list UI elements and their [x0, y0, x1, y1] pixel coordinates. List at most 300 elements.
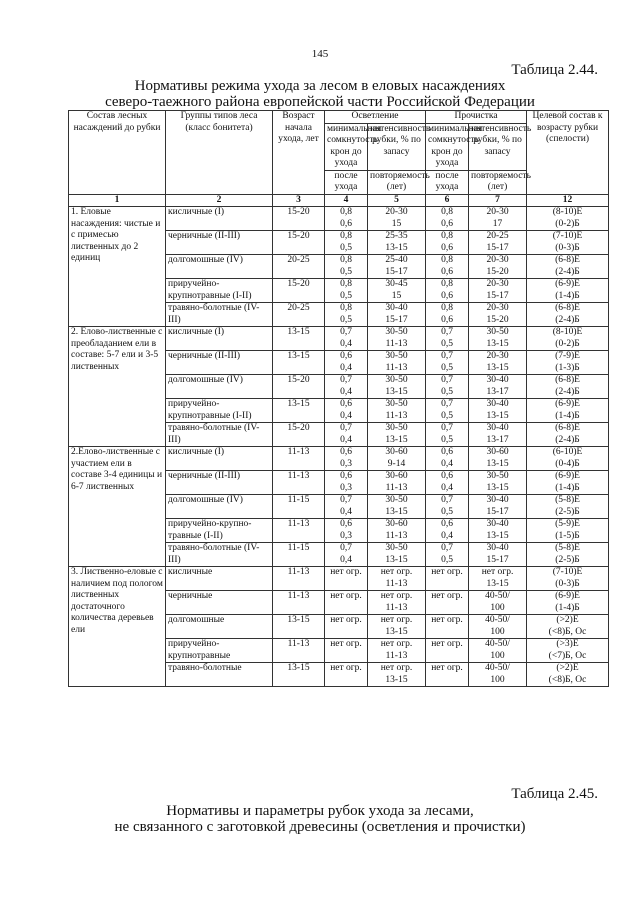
table-row	[69, 567, 609, 591]
header-after: после ухода	[426, 170, 469, 194]
cell-value: 0,3	[340, 530, 352, 541]
value-cell-c6	[426, 447, 469, 471]
cell-value: 30-60	[486, 447, 509, 457]
cell-value: (6-8)Е	[555, 423, 580, 433]
cell-value: 0,5	[441, 506, 453, 517]
cell-value: 15-17	[486, 242, 509, 253]
value-cell-c4	[325, 207, 368, 231]
age-cell: 15-20	[273, 375, 325, 399]
col-number: 7	[469, 194, 527, 207]
value-cell-c7	[469, 495, 527, 519]
cell-value: 30-50	[486, 327, 509, 337]
cell-value: 20-30	[486, 207, 509, 217]
cell-value: (2-4)Б	[555, 266, 580, 277]
value-cell-c12	[527, 375, 609, 399]
cell-value: (>2)Е	[556, 663, 579, 673]
col-number: 1	[69, 194, 166, 207]
cell-value: 0,5	[441, 434, 453, 445]
value-cell-c5	[368, 375, 426, 399]
cell-value: (2-5)Б	[555, 554, 580, 565]
forest-type-cell: травяно-болотные (IV-III)	[166, 303, 273, 327]
cell-value: (6-9)Е	[555, 279, 580, 289]
value-cell-c5	[368, 591, 426, 615]
cell-value: 30-50	[486, 471, 509, 481]
cell-value: 0,6	[441, 519, 453, 529]
age-cell: 13-15	[273, 351, 325, 375]
cell-value: 0,5	[340, 242, 352, 253]
header-start-age: Возраст начала ухода, лет	[273, 111, 325, 195]
value-cell-c12	[527, 447, 609, 471]
cell-value: 13-15	[385, 554, 408, 565]
cell-value: 40-50/	[485, 615, 510, 625]
forest-type-cell: черничные (II-III)	[166, 231, 273, 255]
cell-value: 100	[490, 674, 505, 685]
cell-value: (0-4)Б	[555, 458, 580, 469]
cell-value: (>2)Е	[556, 615, 579, 625]
value-cell-c12	[527, 399, 609, 423]
cell-value: 13-17	[486, 434, 509, 445]
forest-type-cell: кисличные (I)	[166, 327, 273, 351]
value-cell-c4	[325, 279, 368, 303]
cell-value: 11-13	[385, 578, 408, 589]
cell-value: нет огр.	[380, 639, 413, 649]
value-cell-c6	[426, 495, 469, 519]
cell-value: 13-15	[385, 506, 408, 517]
cell-value: (1-4)Б	[555, 482, 580, 493]
cell-value: (8-10)Е	[552, 327, 583, 337]
cell-value: (<8)Б, Ос	[548, 674, 587, 685]
value-cell-c7	[469, 639, 527, 663]
forest-type-cell: приручейно-крупнотравные (I-II)	[166, 279, 273, 303]
value-cell-c7	[469, 375, 527, 399]
value-cell-c5	[368, 663, 426, 687]
value-cell-c6	[426, 471, 469, 495]
value-cell-c4	[325, 351, 368, 375]
cell-value: 20-30	[486, 255, 509, 265]
cell-value: 13-15	[385, 434, 408, 445]
cell-value: 0,7	[340, 423, 352, 433]
composition-cell: 3. Лиственно-еловые с наличием под пологом лиственных достаточного количества деревьев ели	[69, 567, 166, 687]
value-cell-c12	[527, 279, 609, 303]
forest-type-cell: приручейно-крупнотравные (I-II)	[166, 399, 273, 423]
cell-value: 0,3	[340, 458, 352, 469]
cell-value: 0,7	[340, 375, 352, 385]
value-cell-c12	[527, 519, 609, 543]
value-cell-c7	[469, 255, 527, 279]
cell-value: 20-30	[486, 303, 509, 313]
forest-care-table	[68, 110, 609, 687]
table-title-line: северо-таежного района европейской части Российской Федерации	[105, 94, 535, 110]
cell-value: 0,4	[340, 434, 352, 445]
col-number: 6	[426, 194, 469, 207]
cell-value: 11-13	[385, 530, 408, 541]
forest-type-cell: травяно-болотные (IV-III)	[166, 543, 273, 567]
value-cell-c4	[325, 567, 368, 591]
value-cell-c4	[325, 663, 368, 687]
forest-type-cell: долгомошные	[166, 615, 273, 639]
value-cell-c6	[426, 399, 469, 423]
cell-value: 0,4	[340, 338, 352, 349]
forest-type-cell: кисличные (I)	[166, 447, 273, 471]
forest-type-cell: черничные	[166, 591, 273, 615]
cell-value: 0,6	[441, 471, 453, 481]
value-cell-c4	[325, 495, 368, 519]
composition-cell: 2. Елово-лиственные с преобладанием ели в составе: 5-7 ели и 3-5 лиственных	[69, 327, 166, 447]
value-cell-c5	[368, 495, 426, 519]
value-cell-c7	[469, 615, 527, 639]
cell-value: 30-40	[486, 375, 509, 385]
cell-value: 0,5	[441, 362, 453, 373]
value-cell-c12	[527, 471, 609, 495]
value-cell-c4	[325, 327, 368, 351]
cell-value: 0,8	[340, 279, 352, 289]
cell-value: 13-15	[486, 410, 509, 421]
cell-value: 0,5	[340, 314, 352, 325]
cell-value: 30-50	[385, 327, 408, 337]
value-cell-c5	[368, 399, 426, 423]
cell-value: 15-17	[486, 554, 509, 565]
cell-value: 0,4	[441, 530, 453, 541]
cell-value: 0,4	[340, 410, 352, 421]
value-cell-c6	[426, 207, 469, 231]
age-cell: 15-20	[273, 207, 325, 231]
cell-value: 11-13	[385, 602, 408, 613]
cell-value: 0,6	[441, 447, 453, 457]
value-cell-c4	[325, 231, 368, 255]
forest-type-cell: травяно-болотные (IV-III)	[166, 423, 273, 447]
cell-value: нет огр.	[431, 567, 463, 577]
cell-value: 15-17	[486, 506, 509, 517]
cell-value: 0,8	[441, 303, 453, 313]
age-cell: 11-13	[273, 639, 325, 663]
header-intensity: интенсивность рубки, % по запасу	[368, 123, 426, 170]
value-cell-c4	[325, 543, 368, 567]
header-composition: Состав лесных насаждений до рубки	[69, 111, 166, 195]
forest-type-cell: кисличные	[166, 567, 273, 591]
value-cell-c7	[469, 519, 527, 543]
cell-value: 0,7	[340, 543, 352, 553]
cell-value: 13-15	[385, 242, 408, 253]
cell-value: нет огр.	[431, 591, 463, 601]
value-cell-c7	[469, 399, 527, 423]
forest-type-cell: приручейно-крупнотравные	[166, 639, 273, 663]
cell-value: 20-30	[385, 207, 408, 217]
cell-value: 40-50/	[485, 591, 510, 601]
cell-value: нет огр.	[380, 567, 413, 577]
cell-value: 0,8	[340, 231, 352, 241]
table-title-line: Нормативы и параметры рубок ухода за лесами,	[166, 803, 474, 819]
value-cell-c5	[368, 471, 426, 495]
cell-value: 13-15	[486, 482, 509, 493]
cell-value: 0,5	[441, 338, 453, 349]
cell-value: нет огр.	[431, 615, 463, 625]
cell-value: нет огр.	[330, 639, 362, 649]
cell-value: 0,7	[441, 543, 453, 553]
age-cell: 11-13	[273, 591, 325, 615]
value-cell-c5	[368, 279, 426, 303]
value-cell-c4	[325, 375, 368, 399]
cell-value: 30-50	[385, 375, 408, 385]
value-cell-c4	[325, 591, 368, 615]
age-cell: 11-15	[273, 543, 325, 567]
forest-type-cell: долгомошные (IV)	[166, 255, 273, 279]
value-cell-c5	[368, 255, 426, 279]
cell-value: 0,7	[441, 351, 453, 361]
cell-value: 13-15	[486, 578, 509, 589]
value-cell-c6	[426, 255, 469, 279]
cell-value: (1-4)Б	[555, 602, 580, 613]
age-cell: 11-13	[273, 567, 325, 591]
value-cell-c5	[368, 303, 426, 327]
value-cell-c4	[325, 471, 368, 495]
value-cell-c7	[469, 351, 527, 375]
cell-value: (2-4)Б	[555, 314, 580, 325]
cell-value: 0,6	[340, 399, 352, 409]
value-cell-c5	[368, 351, 426, 375]
cell-value: нет огр.	[330, 591, 362, 601]
composition-cell: 2.Елово-лиственные с участием ели в составе 3-4 единицы и 6-7 лиственных	[69, 447, 166, 567]
value-cell-c6	[426, 327, 469, 351]
cell-value: (6-8)Е	[555, 255, 580, 265]
cell-value: 0,7	[441, 399, 453, 409]
value-cell-c7	[469, 543, 527, 567]
header-forest-types: Группы типов леса (класс бонитета)	[166, 111, 273, 195]
cell-value: 0,7	[340, 495, 352, 505]
cell-value: 13-15	[486, 362, 509, 373]
cell-value: 15-17	[385, 266, 408, 277]
cell-value: 0,8	[441, 279, 453, 289]
value-cell-c12	[527, 255, 609, 279]
cell-value: 0,4	[340, 386, 352, 397]
cell-value: (<8)Б, Ос	[548, 626, 587, 637]
cell-value: 0,4	[340, 362, 352, 373]
cell-value: 13-15	[385, 626, 408, 637]
cell-value: 0,7	[441, 495, 453, 505]
value-cell-c5	[368, 327, 426, 351]
value-cell-c7	[469, 447, 527, 471]
cell-value: (6-9)Е	[555, 471, 580, 481]
cell-value: нет огр.	[380, 615, 413, 625]
cell-value: 0,6	[340, 351, 352, 361]
table-title-line: не связанного с заготовкой древесины (осветления и прочистки)	[114, 819, 526, 835]
value-cell-c12	[527, 327, 609, 351]
value-cell-c6	[426, 519, 469, 543]
value-cell-c12	[527, 591, 609, 615]
cell-value: 0,4	[340, 554, 352, 565]
value-cell-c7	[469, 231, 527, 255]
value-cell-c5	[368, 207, 426, 231]
header-min-density: минимальная сомкнутость крон до ухода	[426, 123, 469, 170]
cell-value: 0,5	[441, 554, 453, 565]
value-cell-c12	[527, 423, 609, 447]
cell-value: 0,6	[340, 471, 352, 481]
value-cell-c7	[469, 663, 527, 687]
value-cell-c4	[325, 399, 368, 423]
cell-value: 40-50/	[485, 639, 510, 649]
value-cell-c7	[469, 591, 527, 615]
value-cell-c6	[426, 423, 469, 447]
table-label: Таблица 2.45.	[511, 786, 598, 802]
value-cell-c7	[469, 567, 527, 591]
value-cell-c12	[527, 495, 609, 519]
cell-value: 0,5	[340, 266, 352, 277]
cell-value: 17	[492, 218, 503, 229]
cell-value: 30-50	[385, 495, 408, 505]
col-number: 3	[273, 194, 325, 207]
cell-value: 15	[391, 290, 402, 301]
value-cell-c5	[368, 423, 426, 447]
cell-value: 15	[391, 218, 402, 229]
cell-value: 0,4	[441, 458, 453, 469]
cell-value: 0,8	[340, 255, 352, 265]
cell-value: нет огр.	[330, 567, 362, 577]
age-cell: 11-13	[273, 519, 325, 543]
cell-value: 100	[490, 626, 505, 637]
age-cell: 13-15	[273, 663, 325, 687]
col-number: 2	[166, 194, 273, 207]
cell-value: 0,7	[441, 327, 453, 337]
cell-value: (2-5)Б	[555, 506, 580, 517]
table-row	[69, 447, 609, 471]
value-cell-c7	[469, 471, 527, 495]
cell-value: 0,6	[441, 290, 453, 301]
cell-value: 15-20	[486, 314, 509, 325]
cell-value: (0-2)Б	[555, 338, 580, 349]
value-cell-c12	[527, 615, 609, 639]
value-cell-c7	[469, 327, 527, 351]
value-cell-c7	[469, 207, 527, 231]
cell-value: 20-30	[486, 351, 509, 361]
value-cell-c6	[426, 231, 469, 255]
cell-value: 100	[490, 650, 505, 661]
value-cell-c5	[368, 639, 426, 663]
cell-value: 30-40	[385, 303, 408, 313]
cell-value: 30-45	[385, 279, 408, 289]
cell-value: 30-50	[385, 399, 408, 409]
header-osvetlenie: Осветление	[325, 111, 426, 124]
value-cell-c5	[368, 615, 426, 639]
age-cell: 11-15	[273, 495, 325, 519]
col-number: 12	[527, 194, 609, 207]
cell-value: 25-40	[385, 255, 408, 265]
cell-value: 0,4	[340, 506, 352, 517]
value-cell-c12	[527, 303, 609, 327]
cell-value: нет огр.	[380, 663, 413, 673]
cell-value: 0,8	[441, 207, 453, 217]
cell-value: 30-50	[385, 543, 408, 553]
cell-value: (6-9)Е	[555, 591, 580, 601]
table-row	[69, 207, 609, 231]
cell-value: 0,5	[441, 410, 453, 421]
cell-value: 30-40	[486, 519, 509, 529]
forest-type-cell: приручейно-крупно-травные (I-II)	[166, 519, 273, 543]
forest-type-cell: долгомошные (IV)	[166, 375, 273, 399]
cell-value: 13-15	[385, 386, 408, 397]
cell-value: 11-13	[385, 362, 408, 373]
value-cell-c6	[426, 279, 469, 303]
col-number: 5	[368, 194, 426, 207]
value-cell-c6	[426, 591, 469, 615]
cell-value: 15-20	[486, 266, 509, 277]
cell-value: 0,7	[441, 423, 453, 433]
cell-value: нет огр.	[330, 663, 362, 673]
value-cell-c5	[368, 543, 426, 567]
value-cell-c4	[325, 255, 368, 279]
table-body	[69, 207, 609, 687]
cell-value: 20-25	[486, 231, 509, 241]
value-cell-c12	[527, 543, 609, 567]
value-cell-c6	[426, 639, 469, 663]
value-cell-c5	[368, 231, 426, 255]
cell-value: 0,8	[441, 231, 453, 241]
cell-value: (5-9)Е	[555, 519, 580, 529]
cell-value: 30-40	[486, 495, 509, 505]
header-repeat: повторяемость (лет)	[469, 170, 527, 194]
age-cell: 15-20	[273, 423, 325, 447]
cell-value: 30-60	[385, 471, 408, 481]
value-cell-c6	[426, 351, 469, 375]
forest-type-cell: черничные (II-III)	[166, 471, 273, 495]
value-cell-c7	[469, 303, 527, 327]
age-cell: 13-15	[273, 615, 325, 639]
value-cell-c4	[325, 447, 368, 471]
forest-type-cell: черничные (II-III)	[166, 351, 273, 375]
cell-value: (7-9)Е	[555, 351, 580, 361]
cell-value: 0,6	[340, 218, 352, 229]
cell-value: 13-15	[486, 338, 509, 349]
header-repeat: повторяемость (лет)	[368, 170, 426, 194]
value-cell-c7	[469, 423, 527, 447]
cell-value: 13-15	[486, 458, 509, 469]
value-cell-c6	[426, 615, 469, 639]
cell-value: 13-15	[385, 674, 408, 685]
table-title	[40, 803, 600, 835]
cell-value: нет огр.	[330, 615, 362, 625]
value-cell-c12	[527, 207, 609, 231]
age-cell: 11-13	[273, 471, 325, 495]
cell-value: (>3)Е	[556, 639, 579, 649]
value-cell-c12	[527, 567, 609, 591]
cell-value: 20-30	[486, 279, 509, 289]
value-cell-c12	[527, 231, 609, 255]
col-number: 4	[325, 194, 368, 207]
cell-value: 13-17	[486, 386, 509, 397]
cell-value: 0,8	[441, 255, 453, 265]
page-number: 145	[311, 48, 329, 60]
value-cell-c4	[325, 303, 368, 327]
value-cell-c4	[325, 639, 368, 663]
cell-value: 30-50	[385, 351, 408, 361]
header-min-density: минимальная сомкнутость крон до ухода	[325, 123, 368, 170]
value-cell-c12	[527, 351, 609, 375]
cell-value: нет огр.	[481, 567, 514, 577]
table-title	[40, 78, 600, 110]
cell-value: 0,6	[441, 242, 453, 253]
cell-value: 13-15	[486, 530, 509, 541]
header-target-composition: Целевой состав к возрасту рубки (спелости)	[527, 111, 609, 195]
cell-value: 30-50	[385, 423, 408, 433]
age-cell: 13-15	[273, 327, 325, 351]
value-cell-c5	[368, 567, 426, 591]
cell-value: 30-60	[385, 519, 408, 529]
cell-value: (1-4)Б	[555, 290, 580, 301]
cell-value: (1-3)Б	[555, 362, 580, 373]
value-cell-c6	[426, 567, 469, 591]
cell-value: (1-5)Б	[555, 530, 580, 541]
cell-value: (1-4)Б	[555, 410, 580, 421]
value-cell-c4	[325, 519, 368, 543]
cell-value: 11-13	[385, 650, 408, 661]
